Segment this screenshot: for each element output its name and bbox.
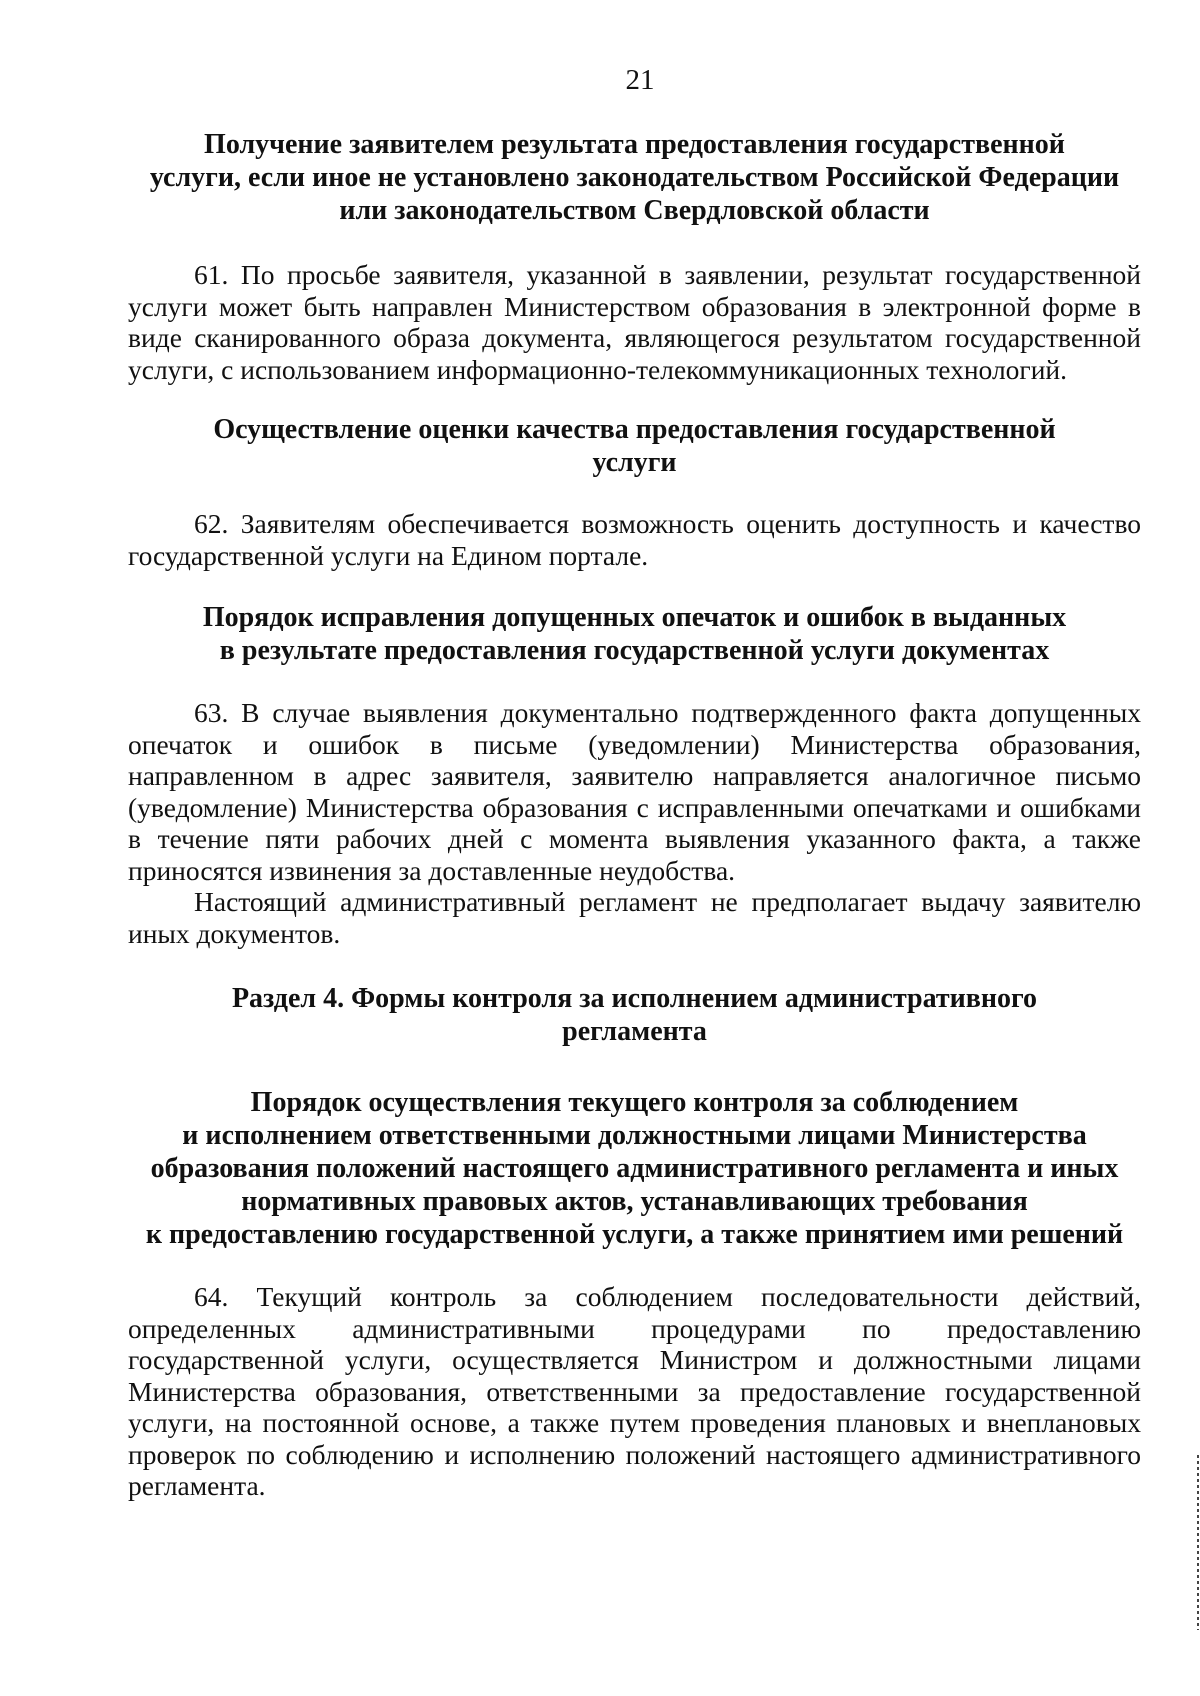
heading-line: и исполнением ответственными должностными лицами Министерства [182,1120,1087,1151]
paragraph-62: 62. Заявителям обеспечивается возможность оценить доступность и качество государственной услуги на Едином портале. [128,508,1141,571]
section-heading-current-control [128,1086,1141,1251]
section-heading-part-4 [128,982,1141,1048]
heading-line: услуги [592,447,677,478]
page-number: 21 [625,64,655,96]
heading-line: Порядок исправления допущенных опечаток и ошибок в выданных [202,602,1067,633]
paragraph-63: 63. В случае выявления документально подтвержденного факта допущенных опечаток и ошибок в письме (уведомлении) Министерства образования, направленном в адрес заявителя, заявителю направляется аналогичное письмо (уведомление) Министерства образования с исправленными опечатками и ошибками в течение пяти рабочих дней с момента выявления указанного факта, а также приносятся извинения за доставленные неудобства. [128,697,1141,886]
scan-edge-mark [1197,1455,1199,1630]
heading-line: Раздел 4. Формы контроля за исполнением административного [231,983,1038,1014]
heading-line: регламента [562,1016,707,1047]
paragraph-64: 64. Текущий контроль за соблюдением последовательности действий, определенных административными процедурами по предоставлению государственной услуги, осуществляется Министром и должностными лицами Министерства образования, ответственными за предоставление государственной услуги, на постоянной основе, а также путем проведения плановых и внеплановых проверок по соблюдению и исполнению положений настоящего административного регламента. [128,1281,1141,1501]
heading-line: нормативных правовых актов, устанавливающих требования [241,1186,1028,1217]
paragraph-63-continued: Настоящий административный регламент не предполагает выдачу заявителю иных документов. [128,886,1141,949]
heading-line: Получение заявителем результата предоставления государственной [204,129,1065,160]
heading-line: Осуществление оценки качества предоставления государственной [213,414,1056,445]
heading-line: в результате предоставления государственной услуги документах [219,635,1050,666]
heading-line: образования положений настоящего административного регламента и иных [150,1153,1119,1184]
document-body [128,128,1141,1502]
heading-line: к предоставлению государственной услуги, а также принятием ими решений [145,1219,1124,1250]
paragraph-61: 61. По просьбе заявителя, указанной в заявлении, результат государственной услуги может быть направлен Министерством образования в электронной форме в виде сканированного образа документа, являющегося результатом государственной услуги, с использованием информационно-телекоммуникационных технологий. [128,259,1141,385]
heading-line: или законодательством Свердловской области [339,195,930,226]
heading-line: услуги, если иное не установлено законодательством Российской Федерации [149,162,1120,193]
section-heading-result-receipt [128,128,1141,227]
section-heading-error-correction [128,601,1141,667]
heading-line: Порядок осуществления текущего контроля за соблюдением [250,1087,1019,1118]
section-heading-quality-assessment [128,413,1141,479]
